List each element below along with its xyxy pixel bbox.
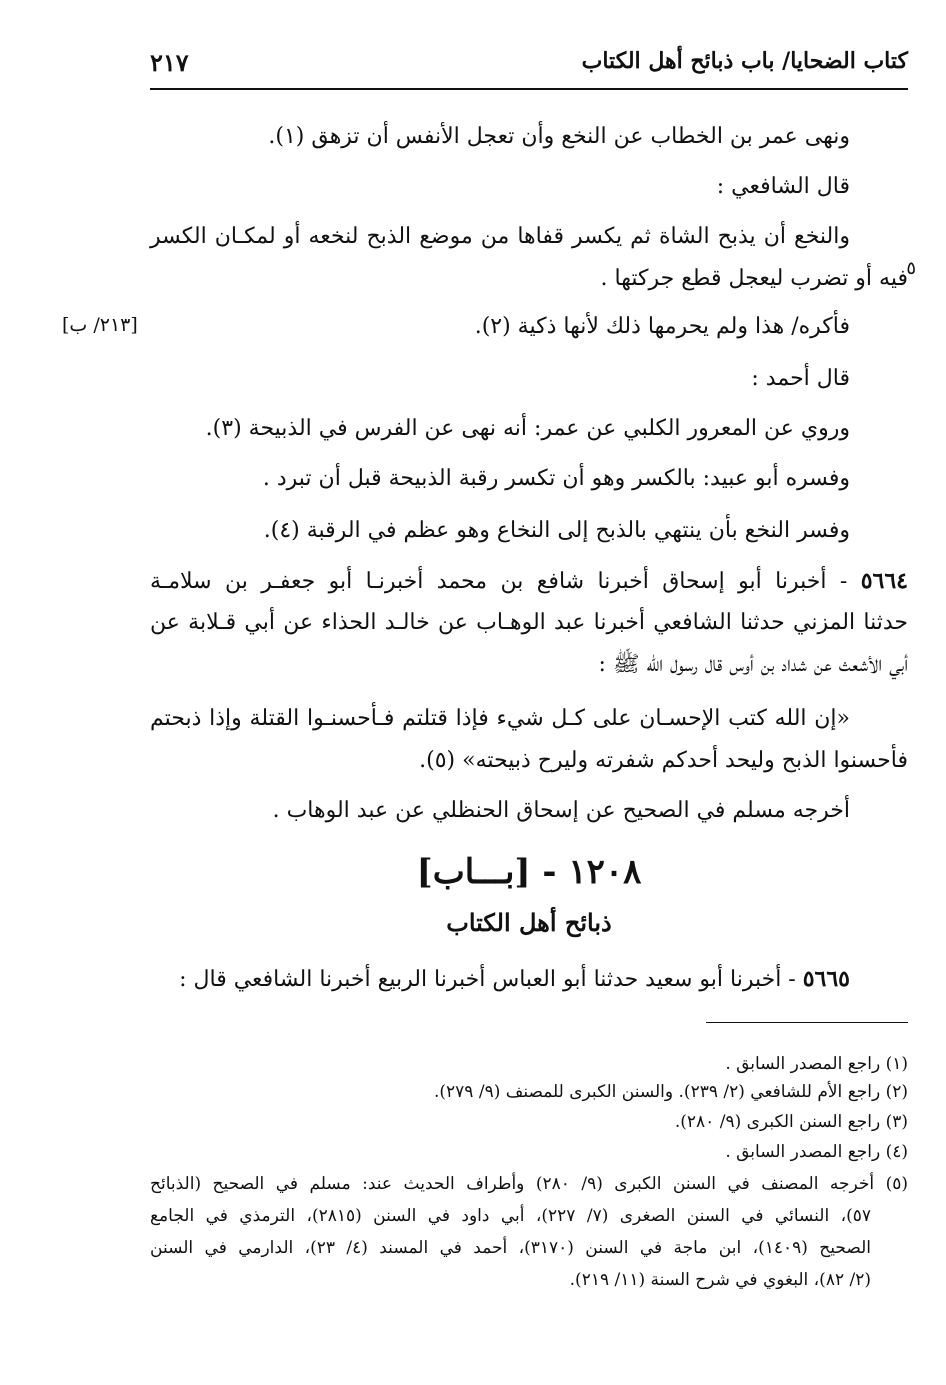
paragraph-takhrij-muslim: أخرجه مسلم في الصحيح عن إسحاق الحنظلي عن عبد الوهاب . [272,798,850,823]
margin-folio-reference: [٢١٣/ ب] [62,314,138,336]
continuation-marker: ٥ [906,258,916,279]
hadith-5664-isnad-line3: أبي الأشعث عن شداد بن أوس قال رسول الله ﷺ : [598,652,908,677]
footnote-5-line1: (٥) أخرجه المصنف في السنن الكبرى (٩/ ٢٨٠) وأطراف الحديث عند: مسلم في الصحيح (الذبائح [150,1174,908,1194]
footnote-4: (٤) راجع المصدر السابق . [725,1142,908,1162]
paragraph-akrahu: فأكره/ هذا ولم يحرمها ذلك لأنها ذكية (٢). [474,314,850,339]
footnote-1: (١) راجع المصدر السابق . [725,1054,908,1074]
hadith-matn-line1: «إن الله كتب الإحسـان على كـل شيء فإذا قتلتم فـأحسنـوا القتلة وإذا ذبحتم [150,706,850,731]
paragraph-nakha-definition-line2: فيه أو تضرب ليعجل قطع جركتها . [600,266,908,291]
hadith-5665-isnad-text: - أخبرنا أبو سعيد حدثنا أبو العباس أخبرنا الربيع أخبرنا الشافعي قال : [179,967,796,992]
hadith-5664-isnad-line1 [150,566,908,597]
running-header-title: كتاب الضحايا/ باب ذبائح أهل الكتاب [581,48,908,74]
hadith-5664-isnad-line2: حدثنا المزني حدثنا الشافعي أخبرنا عبد الوهـاب عن خالـد الحذاء عن أبي قـلابة عن [150,610,908,635]
footnote-5-line2: ٥٧)، النسائي في السنن الصغرى (٧/ ٢٢٧)، أبي داود في السنن (٢٨١٥)، الترمذي في الجامع [150,1206,871,1226]
hadith-matn-line2: فأحسنوا الذبح وليحد أحدكم شفرته وليرح ذبيحته» (٥). [419,748,908,773]
chapter-heading: ١٢٠٨ - [بـــاب] [416,852,642,892]
footnote-5-line4: (٢/ ٨٢)، البغوي في شرح السنة (١١/ ٢١٩). [569,1270,871,1290]
footnote-2: (٢) راجع الأم للشافعي (٢/ ٢٣٩). والسنن الكبرى للمصنف (٩/ ٢٧٩). [433,1082,908,1102]
hadith-number-5665: ٥٦٦٥ [802,966,850,992]
footnote-3: (٣) راجع السنن الكبرى (٩/ ٢٨٠). [674,1112,908,1132]
paragraph-nakha-explanation: وفسر النخع بأن ينتهي بالذبح إلى النخاع وهو عظم في الرقبة (٤). [263,518,850,543]
paragraph-marur-report: وروي عن المعرور الكلبي عن عمر: أنه نهى عن الفرس في الذبيحة (٣). [205,416,850,441]
header-divider [150,88,908,90]
paragraph-abu-ubayd: وفسره أبو عبيد: بالكسر وهو أن تكسر رقبة الذبيحة قبل أن تبرد . [262,466,850,491]
hadith-5664-isnad-text: - أخبرنا أبو إسحاق أخبرنا شافع بن محمد أخبرنـا أبو جعفـر بن سلامـة [150,569,848,594]
hadith-5665-isnad [179,964,850,995]
footnote-divider [706,1022,908,1023]
paragraph-nakha-definition-line1: والنخع أن يذبح الشاة ثم يكسر قفاها من موضع الذبح لنخعه أو لمكـان الكسر [150,224,850,249]
chapter-subtitle: ذبائح أهل الكتاب [446,908,612,937]
paragraph-qal-ahmad: قال أحمد : [751,366,850,391]
paragraph-umar-nakha: ونهى عمر بن الخطاب عن النخع وأن تعجل الأنفس أن تزهق (١). [268,124,850,149]
hadith-number-5664: ٥٦٦٤ [860,568,908,594]
paragraph-qal-shafii: قال الشافعي : [716,174,850,199]
footnote-5-line3: الصحيح (١٤٠٩)، ابن ماجة في السنن (٣١٧٠)، أحمد في المسند (٤/ ٢٣)، الدارمي في السنن [150,1238,871,1258]
page-number: ٢١٧ [150,48,189,77]
